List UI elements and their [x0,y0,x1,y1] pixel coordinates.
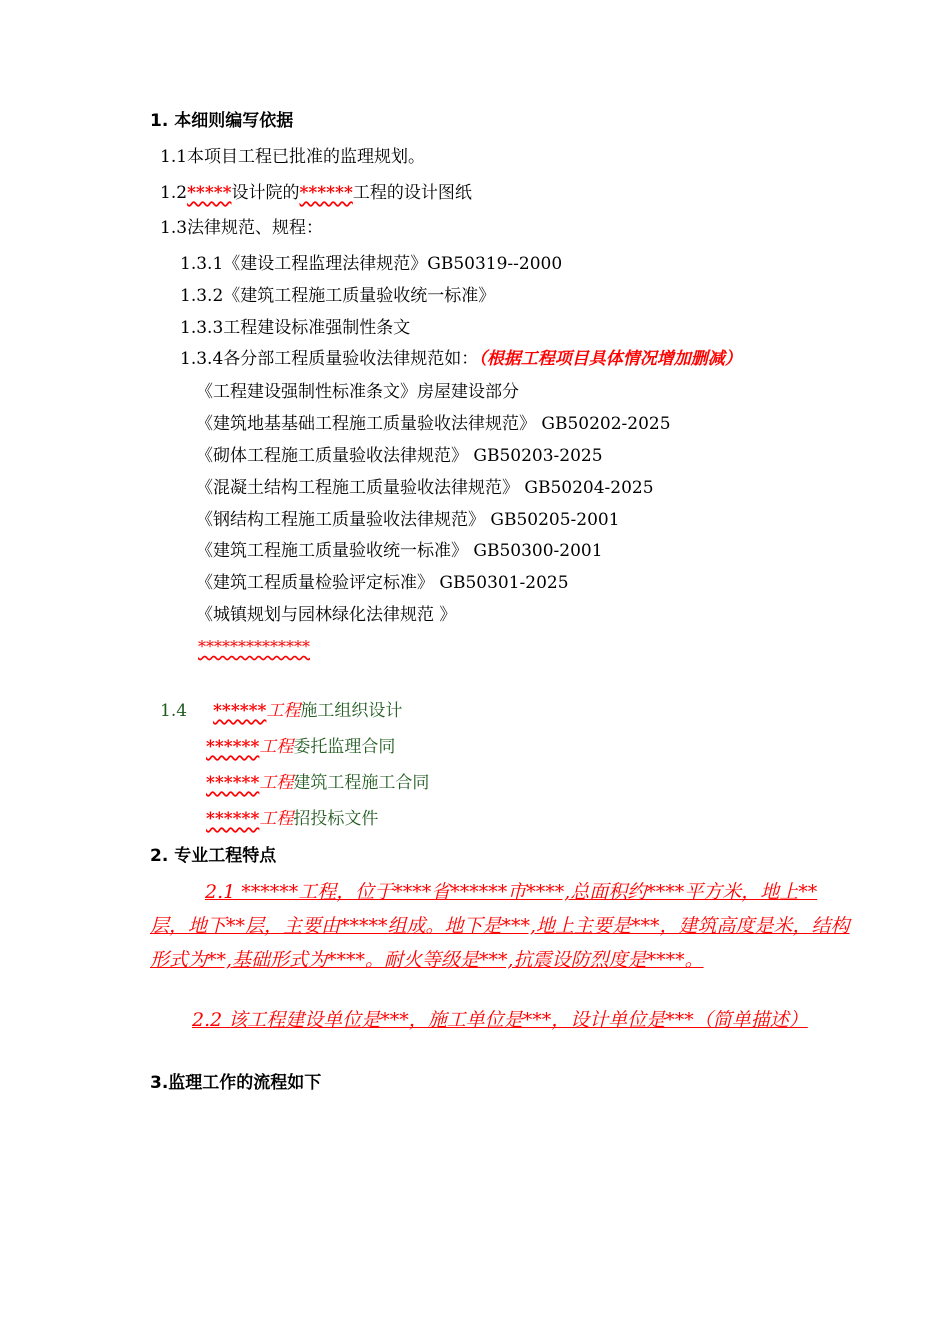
item-1-1: 1.1本项目工程已批准的监理规划。 [160,147,426,167]
standard-item: 《城镇规划与园林绿化法律规范 》 [196,605,457,625]
item-1-4: 1.4 ******工程施工组织设计 [160,701,403,721]
placeholder-stars: ************** [198,637,310,656]
item-1-3-4: 1.3.4各分部工程质量验收法律规范如：（根据工程项目具体情况增加删减） [180,349,742,369]
item-1-3: 1.3法律规范、规程： [160,218,324,238]
standard-item: 《钢结构工程施工质量验收法律规范》 GB50205-2001 [196,510,620,530]
standard-item: 《砌体工程施工质量验收法律规范》 GB50203-2025 [196,446,603,466]
item-1-4-sub: ******工程招投标文件 [206,809,379,829]
standard-item: 《建筑工程施工质量验收统一标准》 GB50300-2001 [196,541,603,561]
section-3-heading: 3.监理工作的流程如下 [150,1073,322,1093]
section-1-heading: 1. 本细则编写依据 [150,111,294,131]
placeholder-stars: ****** [299,183,353,203]
item-1-4-sub: ******工程建筑工程施工合同 [206,773,430,793]
standard-item: 《建筑地基基础工程施工质量验收法律规范》 GB50202-2025 [196,414,671,434]
note-text: （根据工程项目具体情况增加删减） [478,349,742,369]
section-2-heading: 2. 专业工程特点 [150,846,277,866]
item-1-3-1: 1.3.1《建设工程监理法律规范》GB50319--2000 [180,254,563,274]
standard-item: 《工程建设强制性标准条文》房屋建设部分 [196,382,519,402]
item-1-3-2: 1.3.2《建筑工程施工质量验收统一标准》 [180,286,496,306]
item-1-4-sub: ******工程委托监理合同 [206,737,396,757]
paragraph-2-2: 2.2 该工程建设单位是***，施工单位是***，设计单位是***（简单描述） [192,1009,808,1031]
item-1-2: 1.2*****设计院的******工程的设计图纸 [160,183,472,203]
placeholder-stars: ***** [187,183,232,203]
standard-item: 《混凝土结构工程施工质量验收法律规范》 GB50204-2025 [196,478,654,498]
standard-item: 《建筑工程质量检验评定标准》 GB50301-2025 [196,573,569,593]
paragraph-2-1: 2.1 ******工程，位于****省******市****,总面积约****平方米，地上**层，地下**层，主要由*****组成。地下是***,地上主要是***，建筑高度是米，结构形式为**,基础形式为****。耐火等级是***,抗震设防烈度是****。 [150,881,850,971]
item-1-3-3: 1.3.3工程建设标准强制性条文 [180,318,411,338]
